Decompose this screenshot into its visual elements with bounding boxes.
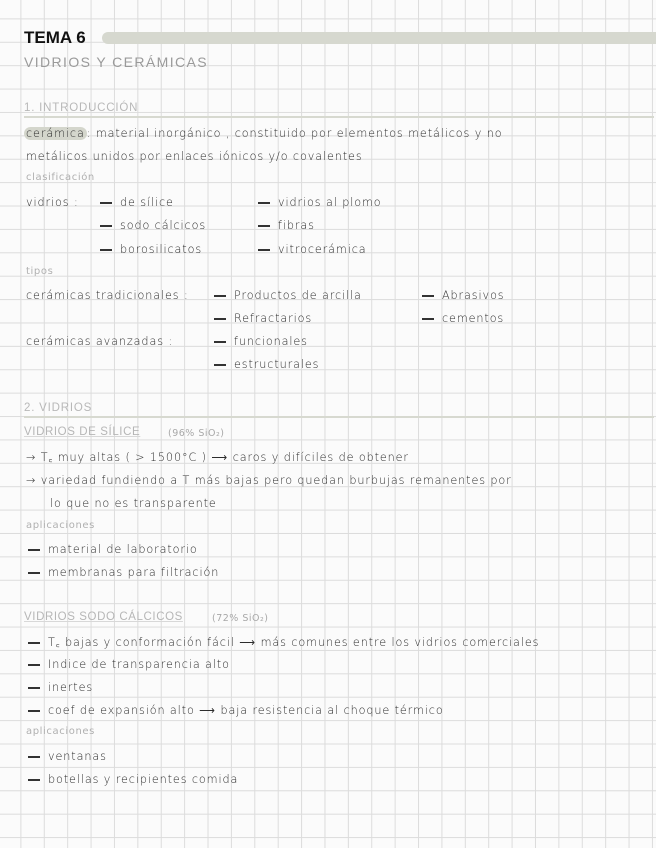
silice-aplicacion: membranas para filtración [28, 566, 219, 579]
vidrios-silice-title: VIDRIOS DE SÍLICE [24, 426, 141, 438]
page-title: TEMA 6 [24, 28, 86, 47]
ceramicas-avanzadas-label: cerámicas avanzadas : [26, 335, 174, 348]
vidrios-sodo-title: VIDRIOS SODO CÁLCICOS [24, 611, 183, 623]
definition-line-2: metálicos unidos por enlaces iónicos y/o covalentes [26, 150, 363, 163]
vidrios-item: borosilicatos [100, 243, 202, 256]
section-intro-heading: 1. INTRODUCCIÓN [24, 102, 139, 114]
vidrios-label: vidrios : [26, 196, 79, 209]
vidrios-item: vidrios al plomo [258, 196, 382, 209]
clasificacion-label: clasificación [26, 172, 95, 183]
sodo-aplicacion: ventanas [28, 750, 107, 763]
section-vidrios-divider [24, 416, 654, 418]
vidrios-sodo-formula: (72% SiO₂) [212, 613, 269, 624]
section-vidrios-heading: 2. VIDRIOS [24, 402, 93, 414]
silice-point-cont: lo que no es transparente [50, 497, 217, 510]
silice-aplicaciones-label: aplicaciones [26, 520, 95, 531]
ceramicas-trad-item: Abrasivos [422, 289, 505, 302]
ceramicas-av-item: funcionales [214, 335, 308, 348]
silice-point: → T꜀ muy altas ( > 1500°C ) ⟶ caros y difíciles de obtener [26, 451, 409, 464]
sodo-aplicaciones-label: aplicaciones [26, 726, 95, 737]
definition-line-1: cerámica : material inorgánico , constituido por elementos metálicos y no [26, 127, 503, 140]
term-ceramica: cerámica [26, 127, 85, 140]
sodo-aplicacion: botellas y recipientes comida [28, 773, 238, 786]
sodo-point: coef de expansión alto ⟶ baja resistencia al choque térmico [28, 704, 444, 717]
vidrios-item: sodo cálcicos [100, 219, 206, 232]
title-highlight-bar [102, 32, 656, 44]
silice-aplicacion: material de laboratorio [28, 543, 198, 556]
ceramicas-trad-item: Productos de arcilla [214, 289, 362, 302]
silice-point: → variedad fundiendo a T más bajas pero quedan burbujas remanentes por [26, 474, 512, 487]
sodo-point: inertes [28, 681, 93, 694]
page-subtitle: VIDRIOS Y CERÁMICAS [24, 54, 209, 70]
ceramicas-tradicionales-label: cerámicas tradicionales : [26, 289, 189, 302]
ceramicas-trad-item: Refractarios [214, 312, 312, 325]
vidrios-silice-formula: (96% SiO₂) [168, 428, 225, 439]
tipos-label: tipos [26, 266, 54, 277]
ceramicas-trad-item: cementos [422, 312, 504, 325]
section-intro-divider [24, 116, 654, 118]
sodo-point: T꜀ bajas y conformación fácil ⟶ más comunes entre los vidrios comerciales [28, 635, 539, 650]
vidrios-item: vitrocerámica [258, 243, 367, 256]
ceramicas-av-item: estructurales [214, 358, 319, 371]
vidrios-item: fibras [258, 219, 315, 232]
vidrios-item: de sílice [100, 196, 174, 209]
sodo-point: Indice de transparencia alto [28, 658, 230, 671]
